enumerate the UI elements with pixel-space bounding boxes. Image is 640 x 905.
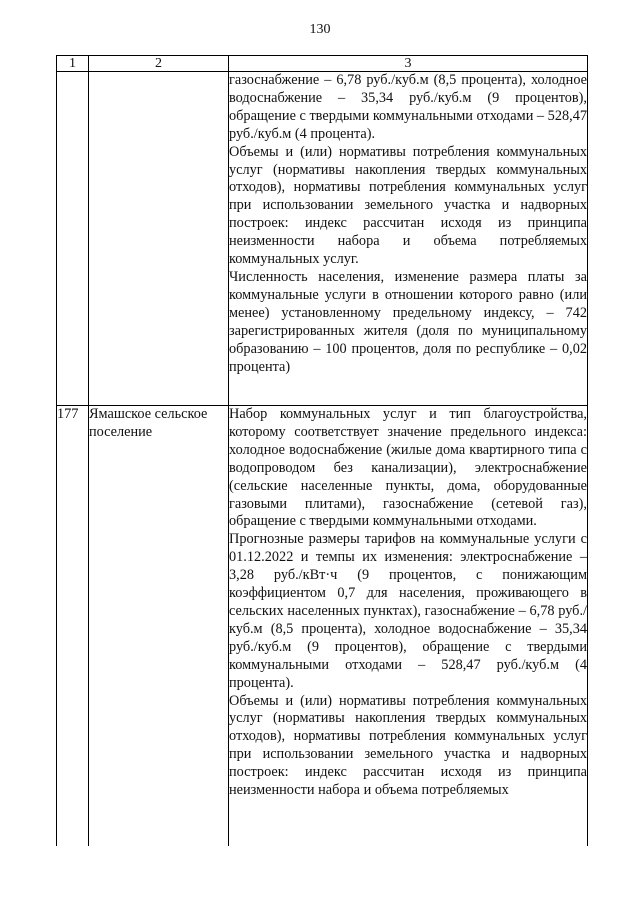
column-header-3: 3 <box>229 56 588 72</box>
settlement-name: Ямашское сельское поселение <box>89 406 229 847</box>
row-number <box>57 72 89 406</box>
page-number: 130 <box>309 22 331 37</box>
description-paragraph: газоснабжение – 6,78 руб./куб.м (8,5 процента), холодное водоснабжение – 35,34 руб./куб.м (9 процентов), обращение с твердыми коммунальными отходами – 528,47 руб./куб.м (4 процента). <box>229 72 587 142</box>
description-paragraph: Прогнозные размеры тарифов на коммунальные услуги с 01.12.2022 и темпы их изменения: электроснабжение – 3,28 руб./кВт·ч (9 процентов, с понижающим коэффициентом 0,7 для населения, проживающего в сельских населенных пунктах), газоснабжение – 6,78 руб./куб.м (8,5 процента), холодное водоснабжение – 35,34 руб./куб.м (9 процентов), обращение с твердыми коммунальными отходами – 528,47 руб./куб.м (4 процента). <box>229 531 587 691</box>
description-paragraph: Численность населения, изменение размера платы за коммунальные услуги в отношении которого равно (или менее) установленному предельному индексу, – 742 зарегистрированных жителя (доля по муниципальному образованию – 100 процентов, доля по республике – 0,02 процента) <box>229 268 587 375</box>
column-header-2: 2 <box>89 56 229 72</box>
table-row <box>57 72 588 406</box>
table-row <box>57 406 588 847</box>
description-paragraph: Объемы и (или) нормативы потребления коммунальных услуг (нормативы накопления твердых коммунальных отходов), нормативы потребления коммунальных услуг при использовании земельного участка и надворных построек: индекс рассчитан исходя из принципа неизменности набора и объема потребляемых <box>229 692 587 799</box>
description-paragraph: Объемы и (или) нормативы потребления коммунальных услуг (нормативы накопления твердых коммунальных отходов), нормативы потребления коммунальных услуг при использовании земельного участка и надворных построек: индекс рассчитан исходя из принципа неизменности набора и объема потребляемых коммунальных услуг. <box>229 143 587 268</box>
settlement-name <box>89 72 229 406</box>
document-table <box>56 55 588 846</box>
description-paragraph: Набор коммунальных услуг и тип благоустройства, которому соответствует значение предельного индекса: холодное водоснабжение (жилые дома квартирного типа с водопроводом без канализации), электроснабжение (сельские населенные пункты, дома, оборудованные газовыми плитами), газоснабжение (сетевой газ), обращение с твердыми коммунальными отходами. <box>229 406 587 530</box>
column-header-1: 1 <box>57 56 89 72</box>
header-row <box>57 56 588 72</box>
row-description <box>229 406 588 847</box>
row-number: 177 <box>57 406 89 847</box>
row-description <box>229 72 588 406</box>
